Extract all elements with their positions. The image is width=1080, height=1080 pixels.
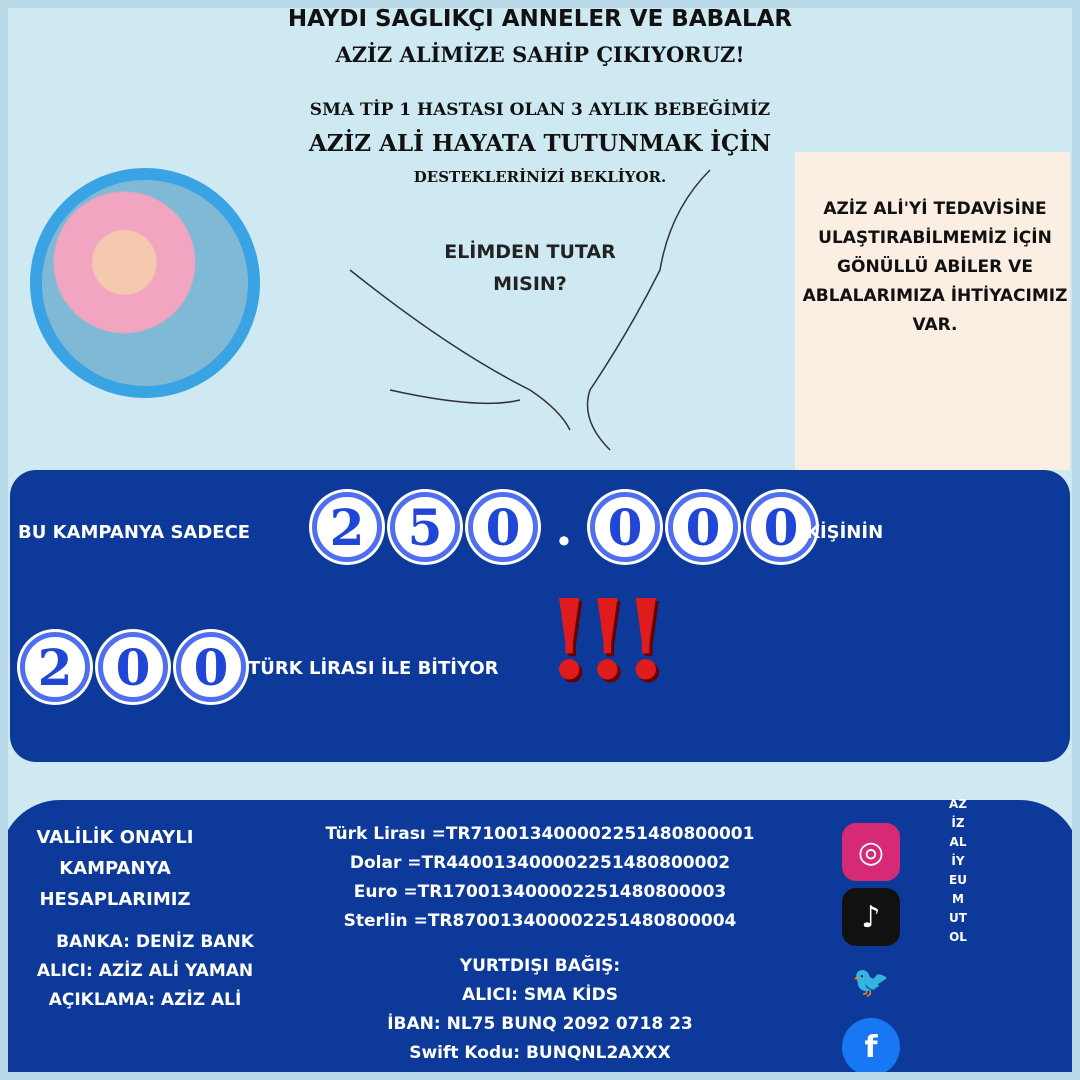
instagram-icon[interactable]: ◎ [842, 823, 900, 881]
abroad-donation [270, 952, 810, 1068]
digit: 0 [468, 492, 538, 562]
exclamation-marks: !!! [545, 575, 660, 704]
campaign-prefix: BU KAMPANYA SADECE [18, 522, 251, 543]
accounts-title: VALİLİK ONAYLI KAMPANYA HESAPLARIMIZ [36, 827, 194, 910]
baby-photo [30, 168, 260, 398]
digit: 0 [746, 492, 816, 562]
people-suffix: KİŞİNİN [806, 522, 884, 543]
digit: 0 [668, 492, 738, 562]
people-count [312, 492, 816, 562]
intro-line-3: DESTEKLERİNİZİ BEKLİYOR. [413, 168, 667, 186]
abroad-title: YURTDIŞI BAĞIŞ: [459, 956, 621, 976]
digit-separator: . [555, 497, 573, 557]
digit: 0 [590, 492, 660, 562]
digit: 0 [98, 632, 168, 702]
digit: 2 [312, 492, 382, 562]
abroad-recipient: ALICI: SMA KİDS [462, 985, 618, 1005]
digit: 0 [176, 632, 246, 702]
tiktok-icon[interactable]: ♪ [842, 888, 900, 946]
bank-name: BANKA: DENİZ BANK [56, 932, 254, 952]
note-text: AZİZ ALİ'Yİ TEDAVİSİNE ULAŞTIRABİLMEMİZ İÇİN GÖNÜLLÜ ABİLER VE ABLALARIMIZA İHTİYACIMIZ VAR. [802, 199, 1068, 335]
iban-gbp: Sterlin =TR870013400002251480800004 [343, 911, 737, 931]
amount [20, 632, 246, 702]
poster-title: HAYDİ SAĞLIKÇI ANNELER VE BABALAR [287, 6, 793, 32]
iban-usd: Dolar =TR440013400002251480800002 [349, 853, 731, 873]
holding-hands-illustration [330, 150, 750, 470]
hands-caption: ELİMDEN TUTAR MISIN? [444, 241, 616, 295]
intro-line-1: SMA TİP 1 HASTASI OLAN 3 AYLIK BEBEĞİMİZ [309, 100, 771, 120]
amount-suffix: TÜRK LİRASI İLE BİTİYOR [248, 658, 499, 679]
twitter-icon[interactable]: 🐦 [852, 964, 890, 1000]
recipient: ALICI: AZİZ ALİ YAMAN [36, 961, 254, 981]
intro-line-2: AZİZ ALİ HAYATA TUTUNMAK İÇİN [308, 130, 772, 157]
abroad-iban: İBAN: NL75 BUNQ 2092 0718 23 [387, 1014, 693, 1034]
iban-list [270, 820, 810, 936]
digit: 2 [20, 632, 90, 702]
abroad-swift: Swift Kodu: BUNQNL2AXXX [409, 1043, 671, 1063]
iban-eur: Euro =TR170013400002251480800003 [353, 882, 727, 902]
poster-subtitle: AZİZ ALİMİZE SAHİP ÇIKIYORUZ! [335, 42, 745, 67]
description: AÇIKLAMA: AZİZ ALİ [48, 990, 242, 1010]
facebook-icon[interactable]: f [842, 1018, 900, 1076]
iban-try: Türk Lirası =TR710013400002251480800001 [325, 824, 755, 844]
digit: 5 [390, 492, 460, 562]
vertical-hashtag: AZİZALİYEUMUTOL [949, 797, 967, 944]
